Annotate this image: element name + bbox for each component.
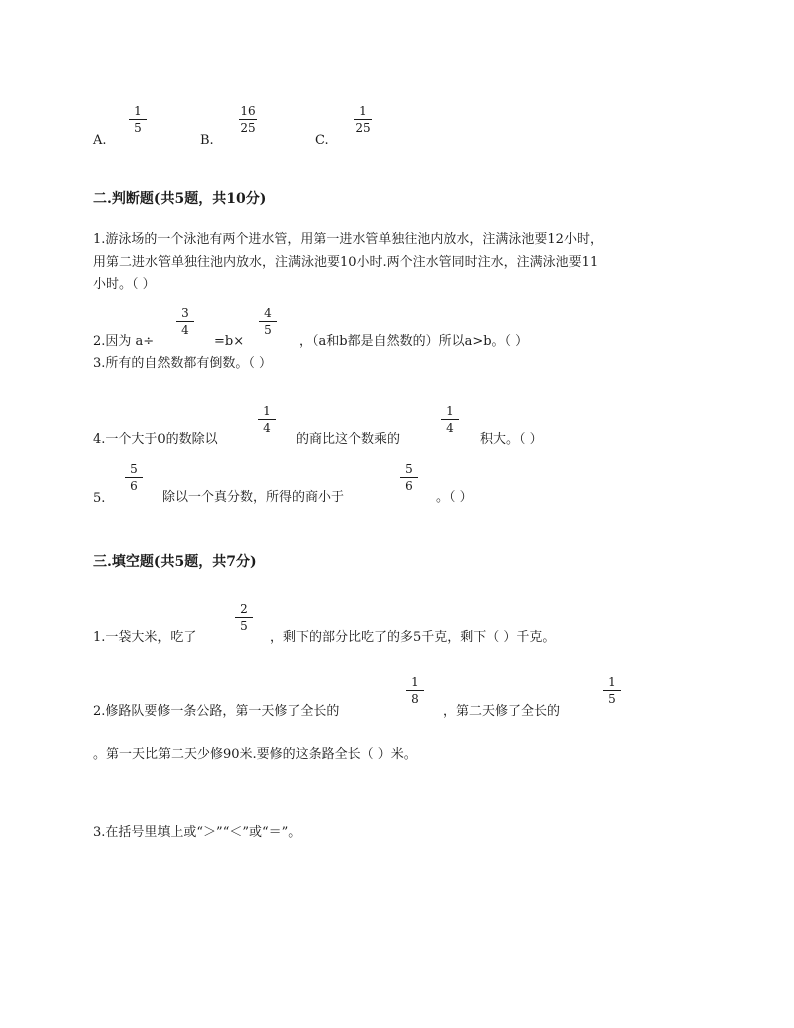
s3-q2-fraction-2: [601, 675, 623, 706]
fraction-bar: [354, 119, 372, 120]
fraction-bar: [603, 690, 621, 691]
s3-q1-text-a: 1.一袋大米，吃了: [93, 630, 197, 645]
fraction-bar: [400, 477, 418, 478]
denominator: 4: [181, 323, 189, 337]
fraction-option-a: [127, 104, 149, 135]
denominator: 6: [130, 479, 138, 493]
s2-q5-text-b: 除以一个真分数，所得的商小于: [162, 490, 345, 505]
s3-q1-text-b: ，剩下的部分比吃了的多5千克，剩下（ ）千克。: [270, 630, 556, 645]
s3-q2-fraction-1: [404, 675, 426, 706]
option-b-label: B.: [200, 133, 214, 148]
s2-q2-text-a: 2.因为 a÷: [93, 334, 155, 349]
s2-q4-fraction-2: [439, 404, 461, 435]
s2-q1-line1: 1.游泳场的一个泳池有两个进水管，用第一进水管单独往池内放水，注满泳池要12小时，: [93, 232, 603, 247]
fraction-bar: [129, 119, 147, 120]
denominator: 5: [134, 121, 142, 135]
numerator: 5: [130, 462, 138, 476]
s3-q1-fraction: [233, 602, 255, 633]
option-c-label: C.: [315, 133, 329, 148]
fraction-option-c: [352, 104, 374, 135]
denominator: 25: [240, 121, 256, 135]
fraction-bar: [125, 477, 143, 478]
s2-q2-text-c: ，（a和b都是自然数的）所以a>b。（ ）: [299, 334, 529, 349]
denominator: 5: [608, 692, 616, 706]
denominator: 25: [355, 121, 371, 135]
s2-q5-text-a: 5.: [93, 491, 106, 506]
s2-q2-fraction-2: [257, 306, 279, 337]
numerator: 1: [359, 104, 367, 118]
section-3-title: 三.填空题(共5题，共7分): [93, 554, 257, 570]
s2-q3: 3.所有的自然数都有倒数。（ ）: [93, 356, 273, 371]
denominator: 5: [240, 619, 248, 633]
s2-q2-fraction-1: [174, 306, 196, 337]
numerator: 1: [608, 675, 616, 689]
s2-q5-text-c: 。（ ）: [436, 490, 473, 505]
denominator: 5: [264, 323, 272, 337]
s2-q4-fraction-1: [256, 404, 278, 435]
fraction-bar: [259, 321, 277, 322]
s3-q2-text-c: 。第一天比第二天少修90米.要修的这条路全长（ ）米。: [93, 747, 417, 762]
s2-q4-text-b: 的商比这个数乘的: [296, 432, 401, 447]
denominator: 6: [405, 479, 413, 493]
s2-q5-fraction-2: [398, 462, 420, 493]
s3-q2-text-b: ，第二天修了全长的: [443, 704, 561, 719]
fraction-bar: [176, 321, 194, 322]
numerator: 4: [264, 306, 272, 320]
numerator: 1: [134, 104, 142, 118]
fraction-bar: [235, 617, 253, 618]
s2-q2-text-b: =b×: [214, 334, 245, 349]
s2-q4-text-c: 积大。（ ）: [480, 432, 543, 447]
s2-q4-text-a: 4.一个大于0的数除以: [93, 432, 218, 447]
s2-q5-fraction-1: [123, 462, 145, 493]
numerator: 2: [240, 602, 248, 616]
numerator: 5: [405, 462, 413, 476]
fraction-bar: [239, 119, 257, 120]
numerator: 3: [181, 306, 189, 320]
s3-q3: 3.在括号里填上或“＞”“＜”或“＝”。: [93, 825, 302, 840]
numerator: 1: [446, 404, 454, 418]
fraction-bar: [406, 690, 424, 691]
numerator: 1: [263, 404, 271, 418]
denominator: 4: [446, 421, 454, 435]
denominator: 4: [263, 421, 271, 435]
numerator: 16: [240, 104, 256, 118]
denominator: 8: [411, 692, 419, 706]
option-a-label: A.: [93, 133, 107, 148]
s3-q2-text-a: 2.修路队要修一条公路，第一天修了全长的: [93, 704, 340, 719]
section-2-title: 二.判断题(共5题，共10分): [93, 191, 267, 207]
fraction-bar: [258, 419, 276, 420]
fraction-option-b: [237, 104, 259, 135]
s2-q1-line2: 用第二进水管单独往池内放水，注满泳池要10小时.两个注水管同时注水，注满泳池要11: [93, 255, 599, 270]
s2-q1-line3: 小时。（ ）: [93, 277, 156, 292]
fraction-bar: [441, 419, 459, 420]
numerator: 1: [411, 675, 419, 689]
